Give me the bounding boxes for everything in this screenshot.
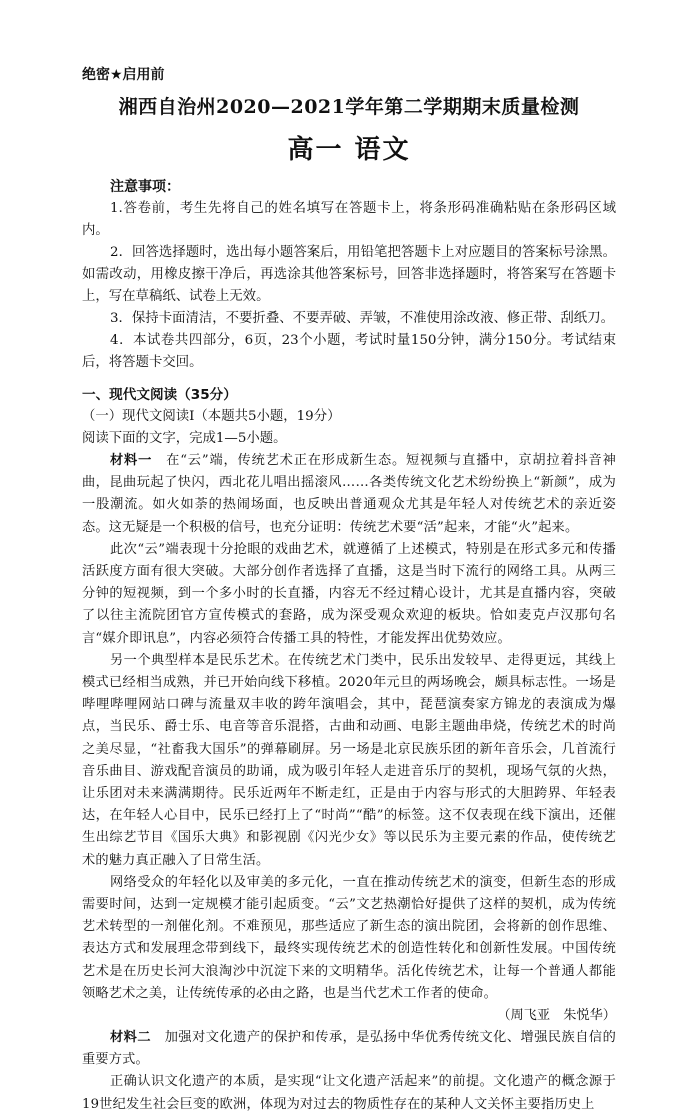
spacer	[82, 374, 616, 384]
notice-item: 1.答卷前，考生先将自己的姓名填写在答题卡上，将条形码准确粘贴在条形码区域内。	[82, 201, 616, 238]
notice-item: 2．回答选择题时，选出每小题答案后，用铅笔把答题卡上对应题目的答案标号涂黑。如需改动，用橡皮擦干净后，再选涂其他答案标号，回答非选择题时，将答案写在答题卡上，写在草稿纸、试卷上无效。	[82, 245, 616, 304]
sub-section-title: （一）现代文阅读Ⅰ（本题共5小题，19分）	[82, 409, 341, 424]
material1-paragraph	[82, 450, 616, 539]
material1-text: 在“云”端，传统艺术正在形成新生态。短视频与直播中，京胡拉着抖音神曲，昆曲玩起了快闪，西北花儿唱出摇滚风……各类传统文化艺术纷纷换上“新颜”，成为一股潮流。如火如荼的热闹场面，也反映出普通观众尤其是年轻人对传统艺术的亲近姿态。这无疑是一个积极的信号，也充分证明：传统艺术要“活”起来，才能“火”起来。	[82, 453, 616, 535]
secret-mark: 绝密★启用前	[82, 67, 165, 83]
material1-paragraph: 网络受众的年轻化以及审美的多元化，一直在推动传统艺术的演变，但新生态的形成需要时间，达到一定规模才能引起质变。“云”文艺热潮恰好提供了这样的契机，成为传统艺术转型的一剂催化剂。不难预见，那些适应了新生态的演出院团，会将新的创作思维、表达方式和发展理念带到线下，最终实现传统艺术的创造性转化和创新性发展。中国传统艺术是在历史长河大浪淘沙中沉淀下来的文明精华。活化传统艺术，让每一个普通人都能领略艺术之美，让传统传承的必由之路，也是当代艺术工作者的使命。	[82, 874, 616, 1001]
notice-item: 3．保持卡面清洁，不要折叠、不要弄破、弄皱，不准使用涂改液、修正带、刮纸刀。	[110, 311, 614, 326]
material1-author: （周飞亚 朱悦华）	[497, 1008, 616, 1024]
notice-heading: 注意事项：	[110, 179, 180, 195]
material1-paragraph: 此次“云”端表现十分抢眼的戏曲艺术，就遵循了上述模式，特别是在形式多元和传播活跃度方面有很大突破。大部分创作者选择了直播，这是当时下流行的网络工具。从两三分钟的短视频，到一个多小时的长直播，内容无不经过精心设计，尤其是直播内容，突破了以往主流院团官方宣传模式的套路，成为深受观众欢迎的板块。恰如麦克卢汉那句名言“媒介即讯息”，内容必须符合传播工具的特性，才能发挥出优势效应。	[82, 541, 616, 646]
reading-instruction: 阅读下面的文字，完成1—5小题。	[82, 431, 287, 446]
notice-item: 4．本试卷共四部分，6页，23个小题，考试时量150分钟，满分150分。考试结束后，将答题卡交回。	[82, 333, 616, 370]
material2-label: 材料二	[110, 1030, 152, 1046]
material2-lead	[82, 1027, 616, 1071]
material1-label: 材料一	[110, 453, 153, 468]
section-title: 一、现代文阅读（35分）	[82, 387, 237, 403]
material1-paragraph: 另一个典型样本是民乐艺术。在传统艺术门类中，民乐出发较早、走得更远，其线上模式已经相当成熟，并已开始向线下移植。2020年元旦的两场晚会，颇具标志性。一场是哔哩哔哩网站口碑与流量双丰收的跨年演唱会，其中，琵琶演奏家方锦龙的表演成为爆点，当民乐、爵士乐、电音等音乐混搭，古曲和动画、电影主题曲串烧，传统艺术的时尚之美尽显，“社畜我大国乐”的弹幕刷屏。另一场是北京民族乐团的新年音乐会，几首流行音乐曲目、游戏配音演员的助诵，成为吸引年轻人走进音乐厅的契机，现场气氛的火热，让乐团对未来满满期待。民乐近两年不断走红，正是由于内容与形式的大胆跨界、年轻表达，在年轻人心目中，民乐已经打上了“时尚”“酷”的标签。这不仅表现在线下演出，还催生出综艺节目《国乐大典》和影视剧《闪光少女》等以民乐为主要元素的作品，使传统艺术的魅力真正融入了日常生活。	[82, 652, 616, 868]
material2-lead-text: 加强对文化遗产的保护和传承，是弘扬中华优秀传统文化、增强民族自信的重要方式。	[82, 1030, 616, 1068]
material2-paragraph: 正确认识文化遗产的本质，是实现“让文化遗产活起来”的前提。文化遗产的概念源于19世纪发生社会巨变的欧洲，体现为对过去的物质性存在的某种人文关怀主要指历史上	[82, 1074, 616, 1112]
exam-title: 湘西自治州2020—2021学年第二学期期末质量检测	[118, 96, 580, 118]
subject-title: 高一 语文	[287, 135, 411, 165]
